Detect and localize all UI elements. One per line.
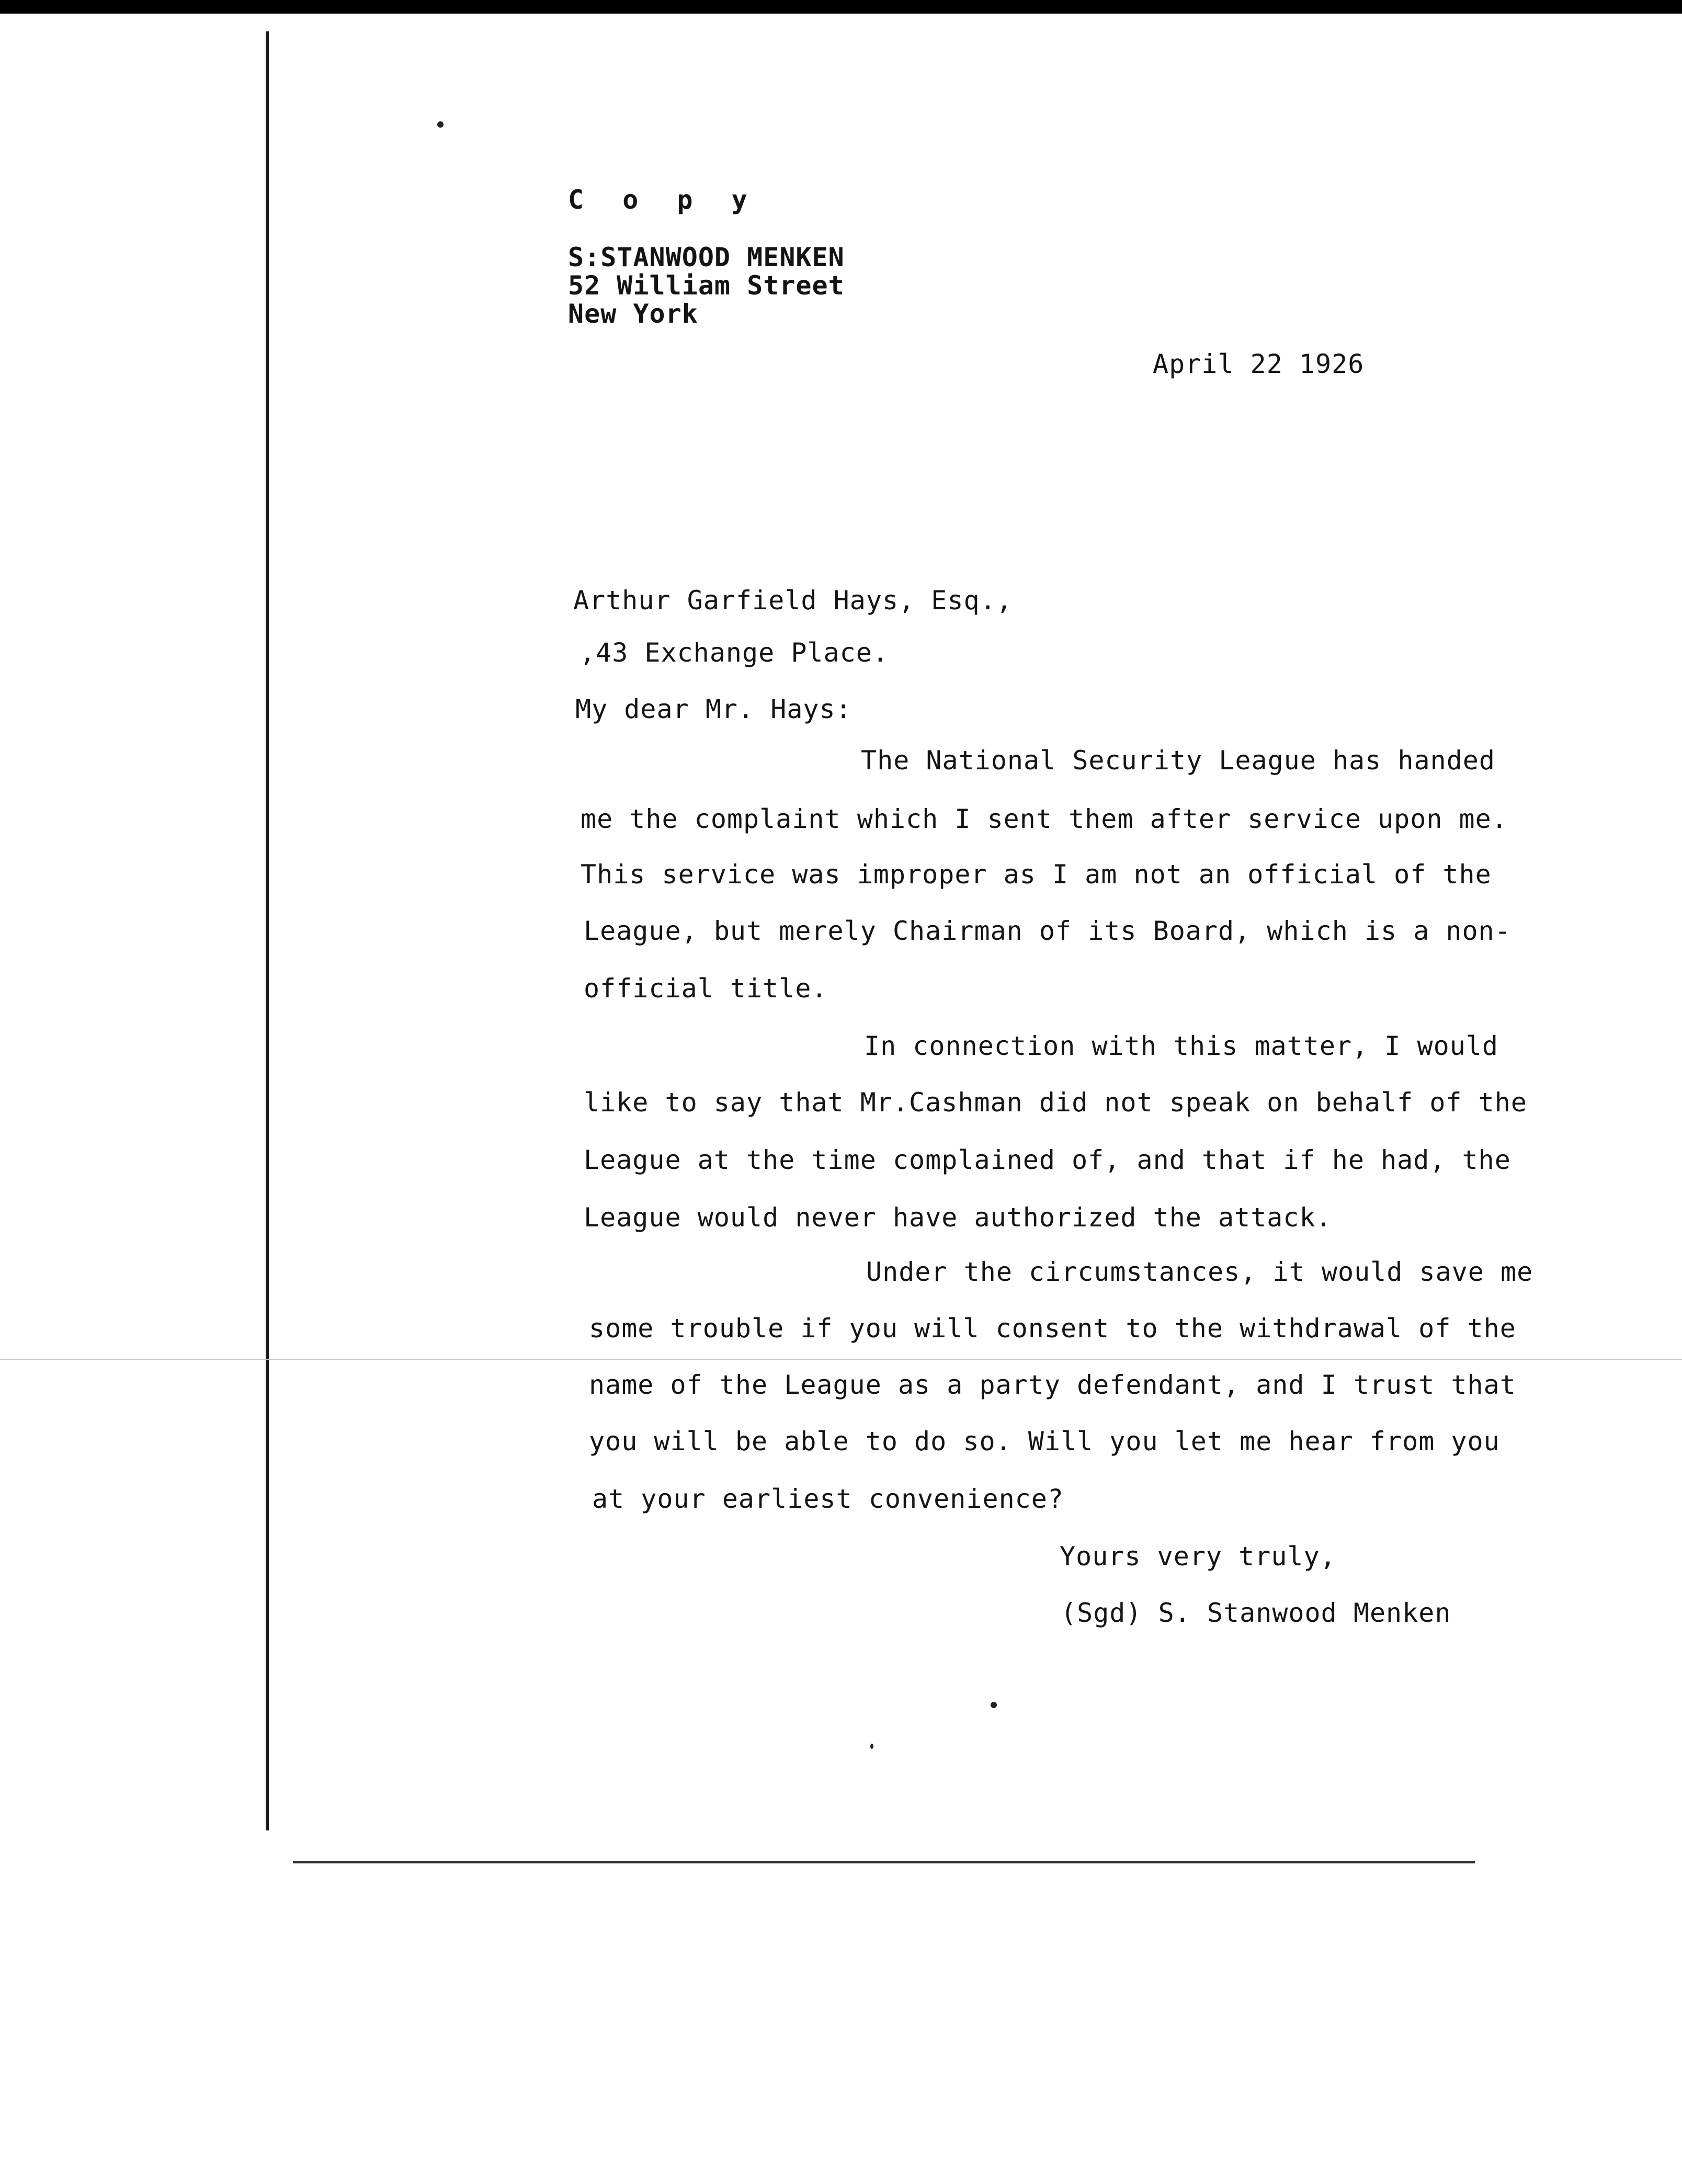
fold-line [0, 1359, 1682, 1360]
scan-speck [991, 1702, 997, 1708]
body-line: official title. [584, 973, 828, 1004]
body-line: This service was improper as I am not an official of the [581, 859, 1492, 890]
body-line: League would never have authorized the attack. [584, 1202, 1332, 1233]
body-line: at your earliest convenience? [592, 1484, 1064, 1514]
signature: (Sgd) S. Stanwood Menken [1061, 1598, 1451, 1628]
letterhead-street: 52 William Street [568, 270, 845, 301]
body-line: In connection with this matter, I would [864, 1031, 1498, 1061]
letterhead-name: S:STANWOOD MENKEN [568, 242, 845, 272]
body-line: League at the time complained of, and that if he had, the [584, 1145, 1511, 1175]
recipient-address: ,43 Exchange Place. [579, 638, 889, 668]
body-line: me the complaint which I sent them after service upon me. [581, 804, 1508, 834]
salutation: My dear Mr. Hays: [575, 694, 852, 724]
body-line: name of the League as a party defendant, and I trust that [589, 1370, 1516, 1400]
closing: Yours very truly, [1060, 1541, 1336, 1572]
left-margin-line [266, 31, 269, 1830]
letter-date: April 22 1926 [1153, 349, 1365, 379]
letterhead-city: New York [568, 299, 698, 329]
scan-top-edge [0, 0, 1682, 14]
body-line: League, but merely Chairman of its Board, which is a non- [584, 916, 1511, 946]
body-line: some trouble if you will consent to the withdrawal of the [589, 1313, 1516, 1344]
copy-label: C o p y [568, 185, 759, 215]
recipient-name: Arthur Garfield Hays, Esq., [573, 585, 1013, 616]
bottom-margin-line [293, 1861, 1475, 1863]
body-line: you will be able to do so. Will you let me hear from you [589, 1426, 1500, 1457]
body-line: The National Security League has handed [861, 745, 1495, 776]
scan-speck [870, 1744, 873, 1749]
body-line: like to say that Mr.Cashman did not speak on behalf of the [584, 1087, 1527, 1118]
body-line: Under the circumstances, it would save me [866, 1257, 1533, 1287]
scan-speck [437, 121, 444, 128]
